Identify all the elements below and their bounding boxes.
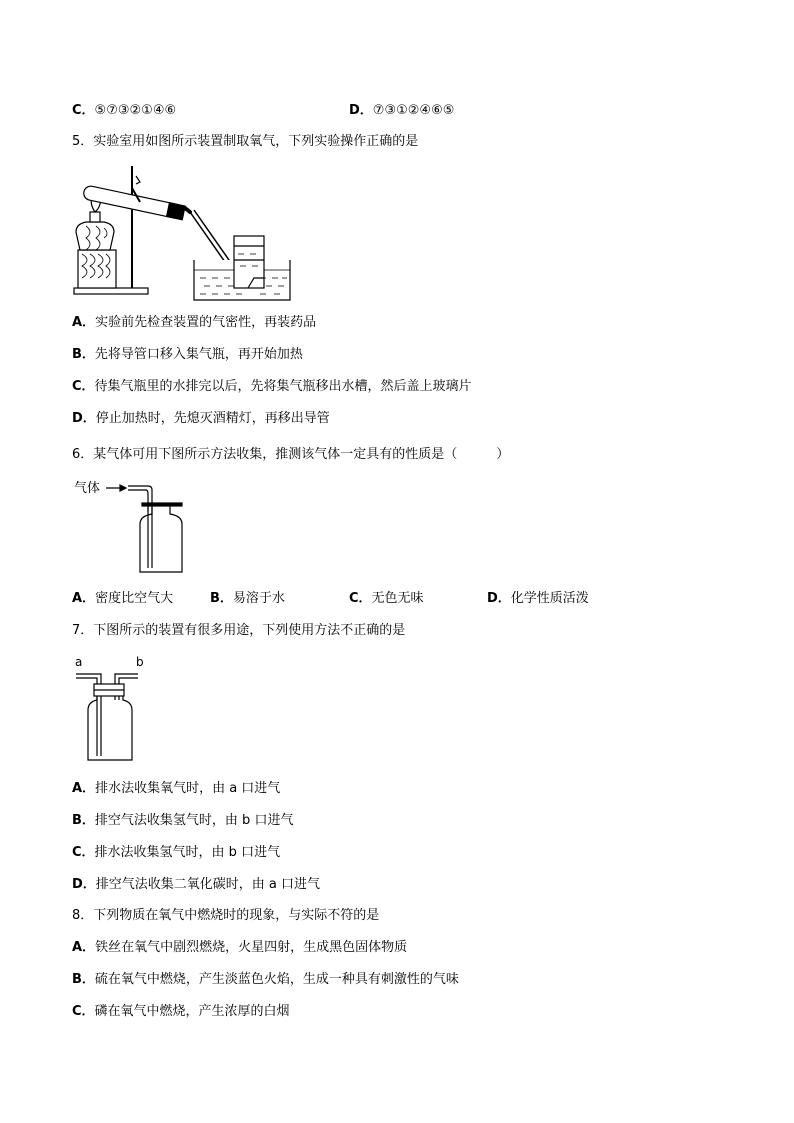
q4-option-d [349, 102, 454, 120]
wooden-block [78, 250, 116, 288]
q5-option-c [72, 378, 472, 396]
option-label: D． [349, 103, 373, 118]
option-label: B． [72, 972, 95, 987]
option-text: 硫在氧气中燃烧，产生淡蓝色火焰，生成一种具有刺激性的气味 [94, 972, 459, 987]
option-text: 排空气法收集二氧化碳时，由 a 口进气 [95, 877, 321, 892]
option-text: 无色无味 [371, 591, 424, 606]
oxygen-generation-apparatus-diagram [70, 162, 300, 302]
option-label: B． [72, 813, 95, 828]
q8-option-c [72, 1003, 290, 1021]
option-text: 排空气法收集氢气时，由 b 口进气 [94, 813, 294, 828]
q6-option-c [349, 590, 424, 608]
q5-option-b [72, 346, 303, 364]
q7-option-a [72, 780, 280, 798]
option-text: 铁丝在氧气中剧烈燃烧，火星四射，生成黑色固体物质 [95, 940, 408, 955]
q7-bottle-figure [70, 652, 160, 764]
gas-bottle [140, 506, 182, 572]
option-label: A． [72, 781, 96, 796]
q7-option-d [72, 876, 320, 894]
upward-air-displacement-diagram [72, 476, 202, 576]
glass-plate [142, 503, 182, 506]
gas-collecting-bottle [234, 236, 264, 288]
option-text: ⑤⑦③②①④⑥ [94, 103, 177, 118]
option-text: 磷在氧气中燃烧，产生浓厚的白烟 [94, 1004, 290, 1019]
port-a-label: a [75, 655, 83, 669]
option-text: 先将导管口移入集气瓶，再开始加热 [94, 347, 303, 362]
option-label: D． [72, 877, 96, 892]
gas-label: 气体 [74, 481, 101, 496]
option-text: 化学性质活泼 [510, 591, 589, 606]
option-label: C． [72, 379, 95, 394]
option-label: D． [487, 591, 511, 606]
q6-option-d [487, 590, 589, 608]
option-text: 停止加热时，先熄灭酒精灯，再移出导管 [95, 411, 330, 426]
option-text: ⑦③①②④⑥⑤ [372, 103, 455, 118]
two-port-gas-bottle-diagram [70, 652, 160, 764]
option-label: B． [72, 347, 95, 362]
q7-stem: 7．下图所示的装置有很多用途，下列使用方法不正确的是 [72, 623, 406, 638]
option-text: 实验前先检查装置的气密性，再装药品 [95, 315, 317, 330]
option-label: A． [72, 940, 96, 955]
option-label: C． [72, 845, 95, 860]
option-text: 密度比空气大 [95, 591, 174, 606]
option-label: D． [72, 411, 96, 426]
option-text: 易溶于水 [232, 591, 285, 606]
q5-apparatus-figure [70, 162, 300, 302]
option-label: C． [72, 103, 95, 118]
option-label: C． [72, 1004, 95, 1019]
option-text: 待集气瓶里的水排完以后，先将集气瓶移出水槽，然后盖上玻璃片 [94, 379, 472, 394]
option-label: A． [72, 591, 96, 606]
q6-option-a [72, 590, 173, 608]
option-text: 排水法收集氧气时，由 a 口进气 [95, 781, 281, 796]
option-label: C． [349, 591, 372, 606]
q5-option-d [72, 410, 330, 428]
q4-option-c [72, 102, 176, 120]
option-text: 排水法收集氢气时，由 b 口进气 [94, 845, 281, 860]
q6-stem: 6．某气体可用下图所示方法收集，推测该气体一定具有的性质是（ ） [72, 447, 510, 462]
alcohol-lamp [76, 222, 114, 250]
q8-stem: 8．下列物质在氧气中燃烧时的现象，与实际不符的是 [72, 908, 380, 923]
q7-option-c [72, 844, 280, 862]
q6-option-b [210, 590, 285, 608]
bottle-body [88, 696, 132, 760]
q8-option-b [72, 971, 459, 989]
q7-option-b [72, 812, 293, 830]
q6-gas-collection-figure [72, 476, 202, 576]
q5-option-a [72, 314, 316, 332]
q5-stem: 5．实验室用如图所示装置制取氧气，下列实验操作正确的是 [72, 134, 419, 149]
port-b-label: b [136, 655, 144, 669]
option-label: B． [210, 591, 233, 606]
q8-option-a [72, 939, 407, 957]
option-label: A． [72, 315, 96, 330]
stand-base [74, 288, 148, 294]
